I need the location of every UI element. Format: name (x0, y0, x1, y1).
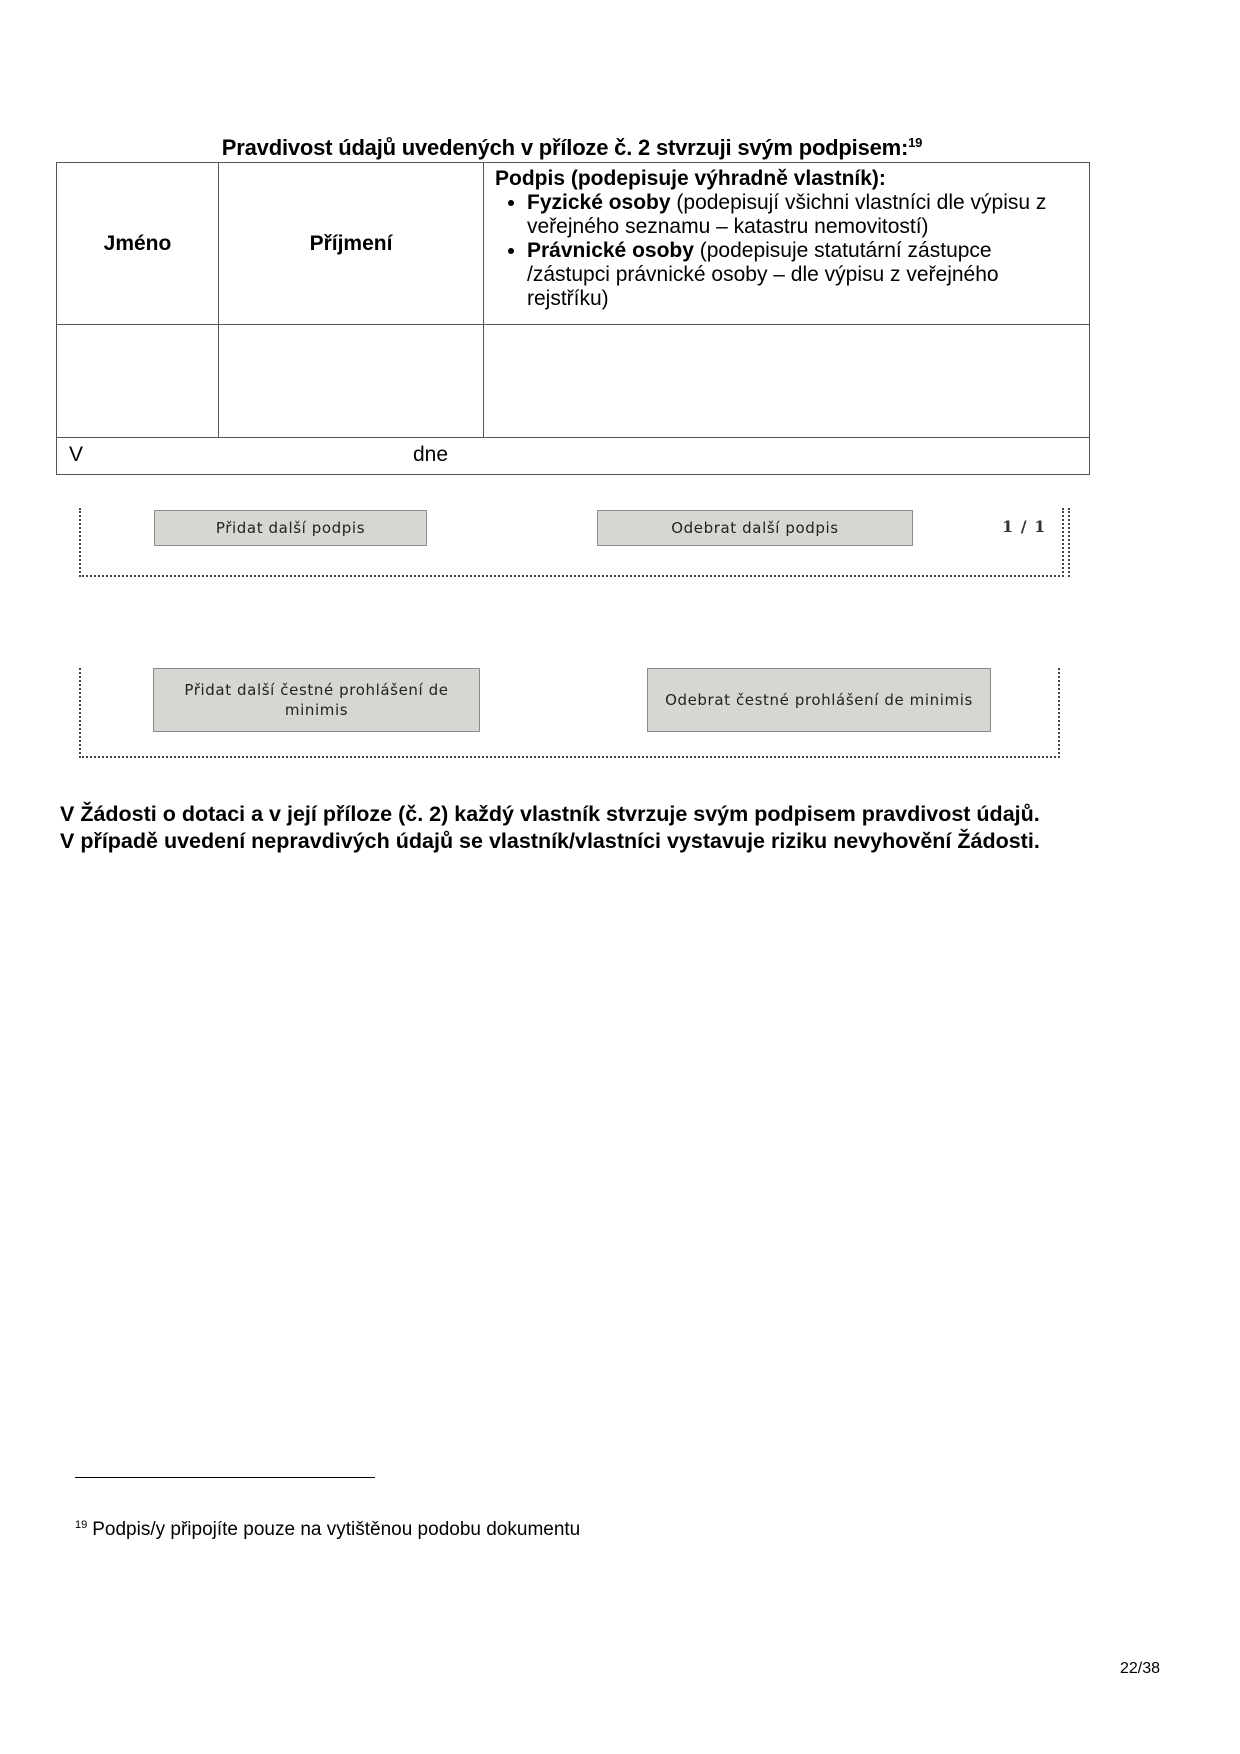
notice-paragraph (60, 801, 1168, 855)
page-number: 22/38 (1120, 1660, 1161, 1677)
signature-cell (484, 325, 1090, 438)
signature-table (56, 162, 1090, 475)
section-heading (56, 135, 1088, 161)
remove-deminimis-button[interactable]: Odebrat čestné prohlášení de minimis (647, 668, 991, 732)
column-header-signature (484, 163, 1090, 325)
notice-line-2: V případě uvedení nepravdivých údajů se vlastník/vlastníci vystavuje riziku nevyhovění Žádosti. (60, 829, 1040, 853)
place-date-row (57, 438, 1090, 475)
table-header-row (57, 163, 1090, 325)
footnote-text: Podpis/y připojíte pouze na vytištěnou podobu dokumentu (92, 1519, 581, 1540)
notice-line-1: V Žádosti o dotaci a v její příloze (č. 2) každý vlastník stvrzuje svým podpisem pravdivost údajů. (60, 802, 1040, 826)
place-date-cell (57, 438, 1090, 475)
signature-controls-frame-edge (1062, 508, 1070, 577)
name-cell[interactable] (57, 325, 219, 438)
footnote-ref: 19 (908, 135, 923, 150)
list-item-text: (podepisuje statutární zástupce /zástupci právnické osoby – dle výpisu z veřejného rejstříku) (527, 239, 999, 310)
signature-title: Podpis (podepisuje výhradně vlastník): (495, 167, 886, 190)
place-label: V (69, 443, 84, 466)
footnote (75, 1518, 580, 1542)
list-item-bold: Fyzické osoby (527, 191, 671, 214)
heading-text: Pravdivost údajů uvedených v příloze č. 2 stvrzuji svým podpisem: (221, 135, 909, 160)
footnote-number: 19 (75, 1519, 88, 1531)
list-item-bold: Právnické osoby (527, 239, 694, 262)
footnote-separator (75, 1477, 375, 1478)
signature-counter: 1 / 1 (1002, 517, 1047, 536)
remove-signature-button[interactable]: Odebrat další podpis (597, 510, 913, 546)
table-row (57, 325, 1090, 438)
date-label: dne (413, 443, 449, 466)
list-item-text: (podepisují všichni vlastníci dle výpisu z veřejného seznamu – katastru nemovitostí) (527, 191, 1047, 238)
add-signature-button[interactable]: Přidat další podpis (154, 510, 427, 546)
signature-rules-list (495, 191, 1079, 311)
list-item (527, 239, 1079, 311)
add-deminimis-button[interactable]: Přidat další čestné prohlášení de minimis (153, 668, 480, 732)
list-item (527, 191, 1079, 239)
column-header-surname: Příjmení (219, 163, 484, 325)
column-header-name: Jméno (57, 163, 219, 325)
surname-cell[interactable] (219, 325, 484, 438)
